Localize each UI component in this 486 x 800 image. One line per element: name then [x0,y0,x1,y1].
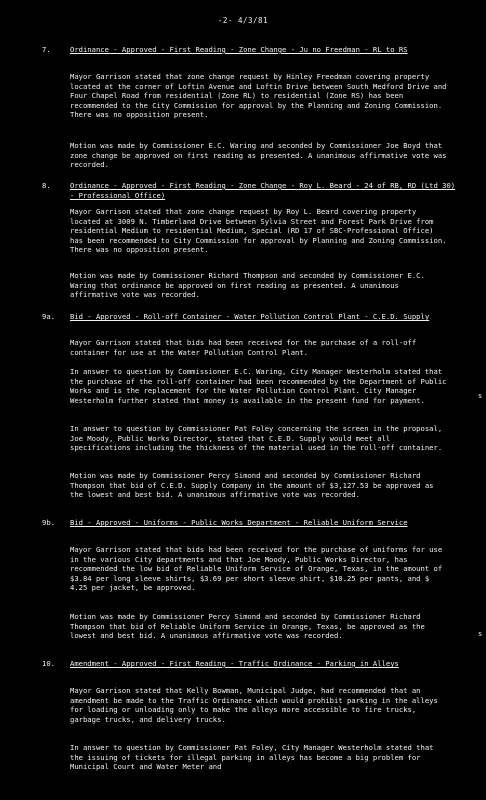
item-number: 10. [42,659,55,668]
paragraph: Mayor Garrison stated that Kelly Bowman, Municipal Judge, had recommended that an amendment be made to the Traffic Ordinance which would prohibit parking in the alleys for loading or unloading only to make the alleys more accessible to fire trucks, garbage trucks, and delivery trucks. [70,686,438,724]
item-title: Ordinance - Approved - First Reading - Zone Change - Roy L. Beard - 24 of RB, RD (Ltd 30) - Professional Office) [70,181,456,200]
paragraph: In answer to question by Commissioner Pat Foley concerning the screen in the proposal, Joe Moody, Public Works Director, stated that C.E.D. Supply would meet all specifications including the thickness of the material used in the roll-off container. [70,424,443,453]
item-title: Amendment - Approved - First Reading - Traffic Ordinance - Parking in Alleys [70,659,399,668]
agenda-item-9b [42,518,458,528]
page-header: -2- 4/3/81 [217,16,269,25]
item-number: 9a. [42,312,55,321]
paragraph: Motion was made by Commissioner Richard Thompson and seconded by Commissioner E.C. Waring that ordinance be approved on first reading as presented. A unanimous affirmative vote was recorded. [70,271,425,300]
agenda-item-8 [42,181,458,201]
margin-mark: s [478,392,483,400]
paragraph: Mayor Garrison stated that bids had been received for the purchase of a roll-off container for use at the Water Pollution Control Plant. [70,338,417,357]
item-number: 7. [42,45,51,54]
paragraph: Mayor Garrison stated that zone change request by Roy L. Beard covering property located at 3009 N. Timberland Drive between Sylvia Street and Forest Park Drive from residential Medium to residential Medium, Special (RD 17 of SBC-Professional Office) has been recommended to City Commission for approval by Planning and Zoning Commission. There was no opposition present. [70,207,447,255]
item-number: 8. [42,181,51,190]
agenda-item-9a [42,312,458,322]
item-title: Bid - Approved - Uniforms - Public Works Department - Reliable Uniform Service [70,518,408,527]
paragraph: Motion was made by Commissioner E.C. Waring and seconded by Commissioner Joe Boyd that zone change be approved on first reading as presented. A unanimous affirmative vote was recorded. [70,141,447,170]
paragraph: Motion was made by Commissioner Percy Simond and seconded by Commissioner Richard Thompson that bid of C.E.D. Supply Company in the amount of $3,127.53 be approved as the lowest and best bid. A unanimous affirmative vote was recorded. [70,471,434,500]
paragraph: In answer to question by Commissioner E.C. Waring, City Manager Westerholm stated that the purchase of the roll-off container had been recommended by the Department of Public Works and is the replacement for the Water Pollution Control Plant. City Manager Westerholm further stated that money is available in the present fund for payment. [70,367,447,405]
paragraph: Motion was made by Commissioner Percy Simond and seconded by Commissioner Richard Thompson that bid of Reliable Uniform Service in Orange, Texas, be approved as the lowest and best bid. A unanimous affirmative vote was recorded. [70,612,425,641]
paragraph: Mayor Garrison stated that zone change request by Hinley Freedman covering property located at the corner of Loftin Avenue and Loftin Drive between South Medford Drive and Four Chapel Road from residential (Zone RL) to residential (Zone RS) has been recommended to the City Commission for approval by the Planning and Zoning Commission. There was no opposition present. [70,72,447,120]
paragraph: In answer to question by Commissioner Pat Foley, City Manager Westerholm stated that the issuing of tickets for illegal parking in alleys has become a big problem for Municipal Court and Water Meter and [70,743,434,772]
agenda-item-7 [42,45,458,55]
margin-mark: s [478,630,483,638]
item-title: Ordinance - Approved - First Reading - Zone Change - Ju no Freedman - RL to RS [70,45,408,54]
paragraph: Mayor Garrison stated that bids had been received for the purchase of uniforms for use in the various City departments and that Joe Moody, Public Works Director, has recommended the low bid of Reliable Uniform Service of Orange, Texas, in the amount of $3.84 per long sleeve shirts, $3.69 per short sleeve shirt, $10.25 per pants, and $ 4.25 per jacket, be approved. [70,545,443,593]
agenda-item-10 [42,659,458,669]
item-title: Bid - Approved - Roll-off Container - Water Pollution Control Plant - C.E.D. Supply [70,312,430,321]
item-number: 9b. [42,518,55,527]
